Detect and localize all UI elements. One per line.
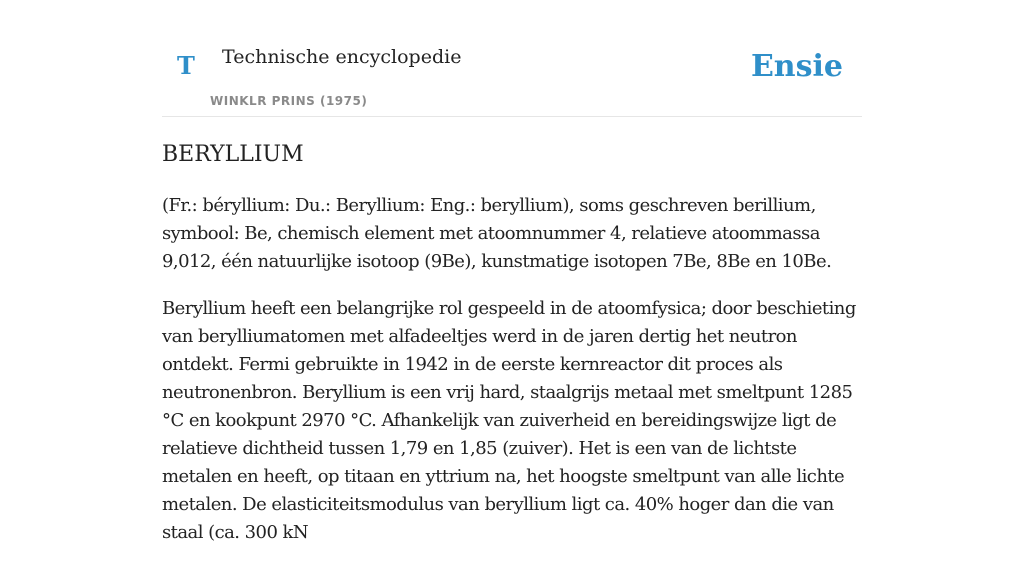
entry-paragraph-1: (Fr.: béryllium: Du.: Beryllium: Eng.: beryllium), soms geschreven berillium, symbool: Be, chemisch element met atoomnummer 4, relatieve atoommassa 9,012, één natuurlijke isotoop (9Be), kunstmatige isotopen 7Be, 8Be en 10Be. xyxy=(162,195,832,272)
entry-paragraph-2: Beryllium heeft een belangrijke rol gespeeld in de atoomfysica; door beschieting van berylliumatomen met alfadeeltjes werd in de jaren dertig het neutron ontdekt. Fermi gebruikte in 1942 in de eerste kernreactor dit proces als neutronenbron. Beryllium is een vrij hard, staalgrijs metaal met smeltpunt 1285 °C en kookpunt 2970 °C. Afhankelijk van zuiverheid en bereidingswijze ligt de relatieve dichtheid tussen 1,79 en 1,85 (zuiver). Het is een van de lichtste metalen en heeft, op titaan en yttrium na, het hoogste smeltpunt van alle lichte metalen. De elasticiteitsmodulus van beryllium ligt ca. 40% hoger dan die van staal (ca. 300 kN xyxy=(162,298,856,543)
entry-title: BERYLLIUM xyxy=(162,142,304,167)
book-header xyxy=(162,0,862,117)
book-title[interactable]: Technische encyclopedie xyxy=(222,46,462,68)
entry-content xyxy=(162,140,862,566)
book-logo[interactable]: T xyxy=(177,51,195,80)
book-subtitle: WINKLR PRINS (1975) xyxy=(210,94,368,108)
ensie-logo-link[interactable]: Ensie xyxy=(750,49,843,84)
